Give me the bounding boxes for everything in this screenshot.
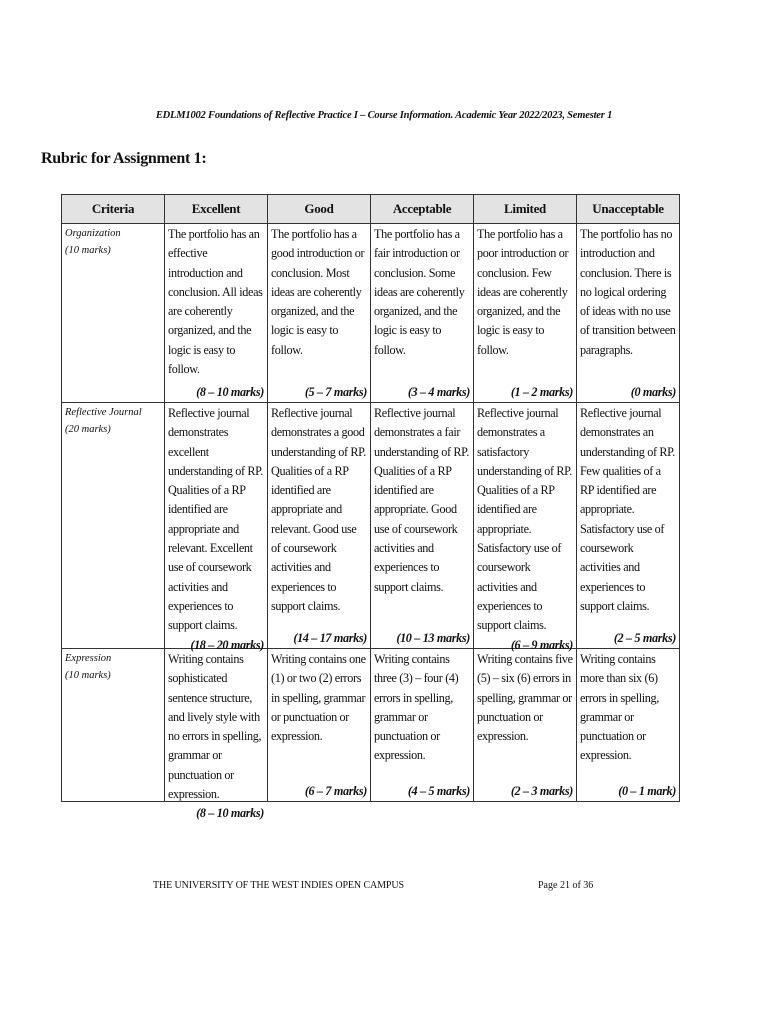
rubric-cell: [371, 403, 474, 649]
cell-description: Reflective journal demonstrates a fair understanding of RP. Qualities of a RP identified are appropriate. Good use of coursework activities and experiences to support claims.: [374, 406, 469, 594]
rubric-cell: [268, 224, 371, 403]
cell-description: Writing contains sophisticated sentence structure, and lively style with no errors in spelling, grammar or punctuation or expression.: [168, 652, 262, 802]
table-row-organization: [62, 224, 680, 403]
cell-description: The portfolio has no introduction and conclusion. There is no logical ordering of ideas with no use of transition between paragraphs.: [580, 227, 676, 357]
criterion-name: Reflective Journal: [65, 407, 142, 418]
table-header-row: [62, 195, 680, 224]
criterion-name: Organization: [65, 228, 121, 239]
footer-page-number: Page 21 of 36: [538, 880, 594, 891]
cell-marks: (1 – 2 marks): [510, 385, 573, 399]
cell-description: Writing contains three (3) – four (4) errors in spelling, grammar or punctuation or expression.: [374, 652, 459, 763]
rubric-cell: [371, 649, 474, 802]
cell-marks: (8 – 10 marks): [196, 806, 264, 821]
cell-marks: (18 – 20 marks): [190, 637, 264, 652]
footer-institution: THE UNIVERSITY OF THE WEST INDIES OPEN CAMPUS: [153, 880, 404, 891]
cell-description: The portfolio has a fair introduction or conclusion. Some ideas are coherently organized, and the logic is easy to follow.: [374, 227, 465, 357]
rubric-cell: [165, 649, 268, 821]
rubric-title: Rubric for Assignment 1:: [41, 150, 207, 167]
rubric-cell: [268, 403, 371, 649]
rubric-table: [61, 194, 680, 821]
rubric-cell: [577, 649, 680, 802]
cell-marks: (6 – 7 marks): [304, 784, 367, 798]
rubric-cell: [268, 649, 371, 802]
cell-marks: (10 – 13 marks): [396, 631, 470, 645]
cell-description: Reflective journal demonstrates excellent understanding of RP. Qualities of a RP identified are appropriate and relevant. Excellent use of coursework activities and experiences to support claims.: [168, 406, 263, 633]
rubric-cell: [474, 649, 577, 802]
criterion-name: Expression: [65, 653, 112, 664]
rubric-cell: [577, 403, 680, 649]
criterion-marks: (20 marks): [65, 424, 111, 435]
cell-marks: (0 marks): [630, 385, 676, 399]
table-row-reflective-journal: [62, 403, 680, 649]
cell-description: Writing contains five (5) – six (6) errors in spelling, grammar or punctuation or expression.: [477, 652, 573, 744]
column-header-criteria: Criteria: [62, 195, 165, 224]
column-header-good: Good: [268, 195, 371, 224]
rubric-cell: [371, 224, 474, 403]
cell-marks: (3 – 4 marks): [407, 385, 470, 399]
column-header-limited: Limited: [474, 195, 577, 224]
cell-description: The portfolio has a good introduction or conclusion. Most ideas are coherently organized, and the logic is easy to follow.: [271, 227, 365, 357]
rubric-cell: [474, 403, 577, 652]
cell-marks: (0 – 1 mark): [618, 784, 676, 798]
criterion-marks: (10 marks): [65, 670, 111, 681]
criterion-cell: [62, 403, 165, 649]
criterion-cell: [62, 649, 165, 802]
cell-description: Writing contains more than six (6) errors in spelling, grammar or punctuation or expression.: [580, 652, 659, 763]
table-row-expression: [62, 649, 680, 802]
cell-description: The portfolio has an effective introduction and conclusion. All ideas are coherently organized, and the logic is easy to follow.: [168, 227, 263, 377]
rubric-cell: [474, 224, 577, 403]
rubric-cell: [165, 403, 268, 652]
cell-marks: (6 – 9 marks): [510, 637, 573, 652]
column-header-unacceptable: Unacceptable: [577, 195, 680, 224]
cell-marks: (8 – 10 marks): [196, 385, 264, 399]
cell-marks: (2 – 5 marks): [613, 631, 676, 645]
column-header-excellent: Excellent: [165, 195, 268, 224]
cell-marks: (14 – 17 marks): [293, 631, 367, 645]
cell-marks: (5 – 7 marks): [304, 385, 367, 399]
cell-description: Reflective journal demonstrates an understanding of RP. Few qualities of a RP identified are appropriate. Satisfactory use of coursework activities and experiences to support claims.: [580, 406, 675, 613]
cell-marks: (2 – 3 marks): [510, 784, 573, 798]
cell-marks: (4 – 5 marks): [407, 784, 470, 798]
rubric-cell: [577, 224, 680, 403]
column-header-acceptable: Acceptable: [371, 195, 474, 224]
course-header: EDLM1002 Foundations of Reflective Practice I – Course Information. Academic Year 2022/2023, Semester 1: [155, 110, 613, 121]
cell-description: Reflective journal demonstrates a satisfactory understanding of RP. Qualities of a RP identified are appropriate. Satisfactory use of coursework activities and experiences to support claims.: [477, 406, 572, 633]
criterion-cell: [62, 224, 165, 403]
rubric-cell: [165, 224, 268, 403]
cell-description: Writing contains one (1) or two (2) errors in spelling, grammar or punctuation or expression.: [271, 652, 366, 744]
cell-description: The portfolio has a poor introduction or conclusion. Few ideas are coherently organized, and the logic is easy to follow.: [477, 227, 569, 357]
criterion-marks: (10 marks): [65, 245, 111, 256]
cell-description: Reflective journal demonstrates a good understanding of RP. Qualities of a RP identified are appropriate and relevant. Good use of coursework activities and experiences to support claims.: [271, 406, 366, 613]
